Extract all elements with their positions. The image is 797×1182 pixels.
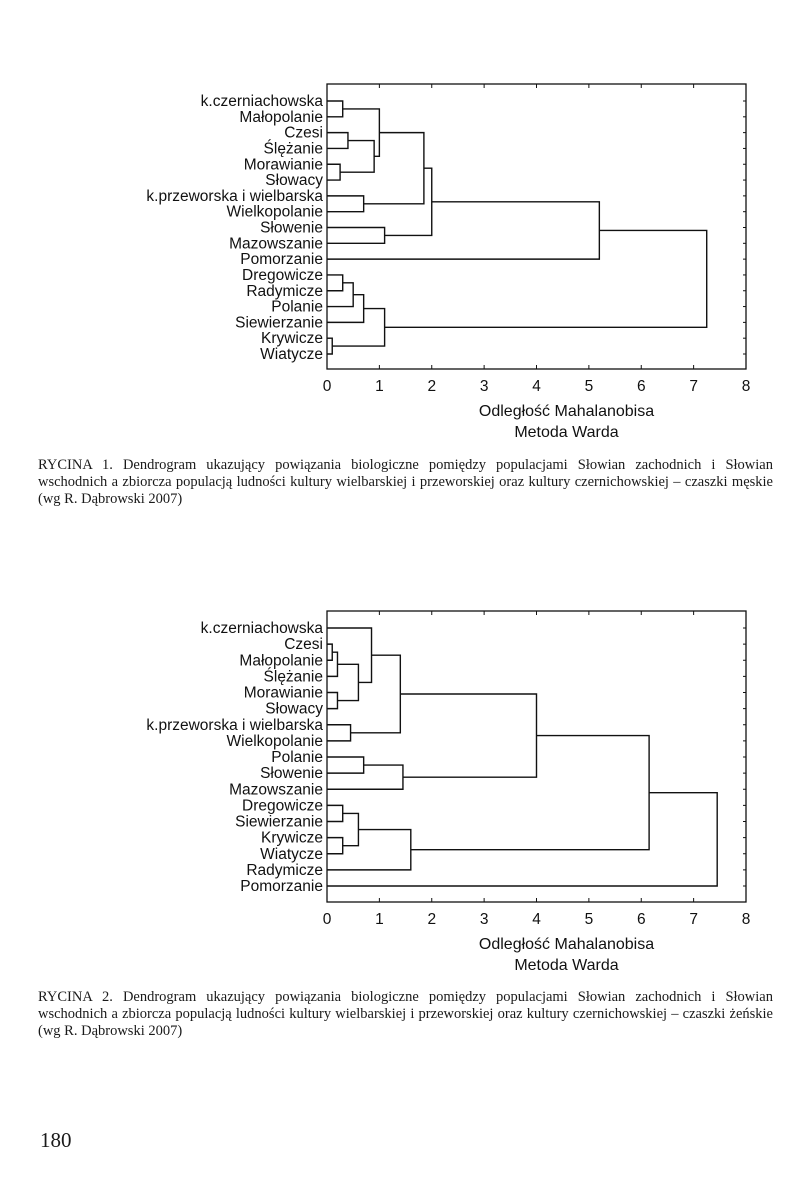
fig1-x-tick-label: 7 — [689, 378, 698, 395]
fig1-x-tick-label: 2 — [427, 378, 437, 395]
fig2-leaf-label: Dregowicze — [242, 797, 323, 815]
fig2-leaf-label: Słowacy — [265, 700, 323, 718]
fig1-leaf-label: Małopolanie — [239, 108, 323, 126]
fig2-cluster-link — [337, 664, 358, 700]
fig1-leaf-label: Słowenie — [260, 219, 323, 237]
fig2-cluster-link — [327, 757, 364, 773]
fig1-leaf-label: Dregowicze — [242, 266, 323, 284]
fig2-cluster-link — [327, 725, 351, 741]
fig2-leaf-label: Słowenie — [260, 765, 323, 783]
fig2-method-label: Metoda Warda — [514, 957, 619, 974]
fig1-x-axis-title: Odległość Mahalanobisa — [478, 403, 655, 420]
fig1-leaf-label: Morawianie — [243, 156, 323, 174]
fig1-leaf-label: k.przeworska i wielbarska — [146, 187, 323, 205]
fig1-leaf-label: Siewierzanie — [235, 314, 323, 332]
fig2-leaf-label: Ślężanie — [263, 668, 323, 686]
fig2-leaf-label: Wielkopolanie — [226, 732, 323, 750]
fig2-leaf-label: k.przeworska i wielbarska — [146, 716, 323, 734]
fig2-x-tick-label: 5 — [584, 911, 594, 928]
fig2-x-tick-label: 7 — [689, 911, 698, 928]
fig2-cluster-link — [411, 736, 649, 850]
fig1-x-tick-label: 5 — [584, 378, 594, 395]
fig2-leaf-label: k.czerniachowska — [200, 620, 323, 637]
fig2-x-tick-label: 4 — [532, 911, 541, 928]
fig2-leaf-label: Pomorzanie — [240, 878, 323, 895]
fig1-x-tick-label: 4 — [532, 378, 541, 395]
fig1-leaf-label: Wielkopolanie — [226, 203, 323, 221]
fig2-x-axis-title: Odległość Mahalanobisa — [478, 936, 655, 953]
fig2-cluster-link — [327, 830, 411, 870]
fig1-leaf-label: Czesi — [284, 124, 323, 142]
page-number: 180 — [40, 1128, 72, 1152]
fig2-leaf-label: Polanie — [271, 749, 323, 766]
fig2-cluster-link — [400, 694, 536, 777]
fig2-leaf-label: Radymicze — [246, 861, 323, 879]
fig1-x-tick-label: 1 — [375, 378, 384, 395]
fig1-leaf-label: Polanie — [271, 298, 323, 316]
fig2-leaf-label: Siewierzanie — [235, 813, 323, 831]
fig2-leaf-label: Wiatycze — [260, 845, 323, 863]
fig2-cluster-link — [327, 628, 372, 682]
fig1-leaf-label: Krywicze — [260, 330, 323, 348]
fig2-cluster-link — [327, 838, 343, 854]
fig2-x-tick-label: 3 — [479, 911, 489, 928]
fig1-x-tick-label: 6 — [636, 378, 646, 395]
fig1-leaf-label: k.czerniachowska — [200, 93, 323, 110]
fig2-cluster-link — [343, 813, 359, 845]
fig1-leaf-label: Słowacy — [265, 172, 323, 190]
fig1-x-tick-label: 3 — [479, 378, 489, 395]
fig2-leaf-label: Krywicze — [260, 829, 323, 847]
fig2-cluster-link — [327, 805, 343, 821]
fig2-cluster-link — [327, 644, 332, 660]
fig1-x-tick-label: 0 — [322, 378, 332, 395]
fig2-x-tick-label: 8 — [741, 911, 751, 928]
fig2-x-tick-label: 6 — [636, 911, 646, 928]
fig1-leaf-label: Wiatycze — [260, 346, 323, 363]
fig2-leaf-label: Morawianie — [243, 684, 323, 702]
fig2-x-tick-label: 0 — [322, 911, 332, 928]
figure-2-caption: RYCINA 2. Dendrogram ukazujący powiązania biologiczne pomiędzy populacjami Słowian zachodnich i Słowian wschodnich a zbiorcza populacją ludności kultury wielbarskiej i przeworskiej oraz kultury czernichowskiej – czaszki żeńskie (wg R. Dąbrowski 2007) — [38, 989, 773, 1039]
fig1-leaf-label: Ślężanie — [263, 140, 323, 158]
fig2-x-tick-label: 2 — [427, 911, 437, 928]
fig1-leaf-label: Radymicze — [246, 282, 323, 300]
fig1-leaf-label: Mazowszanie — [229, 235, 323, 253]
fig2-leaf-label: Mazowszanie — [229, 781, 323, 799]
fig2-leaf-label: Czesi — [284, 636, 323, 654]
fig2-cluster-link — [327, 693, 337, 709]
fig1-leaf-label: Pomorzanie — [240, 251, 323, 269]
figure-1-caption: RYCINA 1. Dendrogram ukazujący powiązania biologiczne pomiędzy populacjami Słowian zachodnich i Słowian wschodnich a zbiorcza populacją ludności kultury wielbarskiej i przeworskiej oraz kultury czernichowskiej – czaszki męskie (wg R. Dąbrowski 2007) — [38, 457, 773, 507]
fig1-x-tick-label: 8 — [741, 378, 751, 395]
fig2-cluster-link — [327, 793, 717, 886]
fig1-method-label: Metoda Warda — [514, 424, 619, 441]
fig2-cluster-link — [327, 765, 403, 789]
fig2-leaf-label: Małopolanie — [239, 652, 323, 670]
fig2-x-tick-label: 1 — [375, 911, 384, 928]
